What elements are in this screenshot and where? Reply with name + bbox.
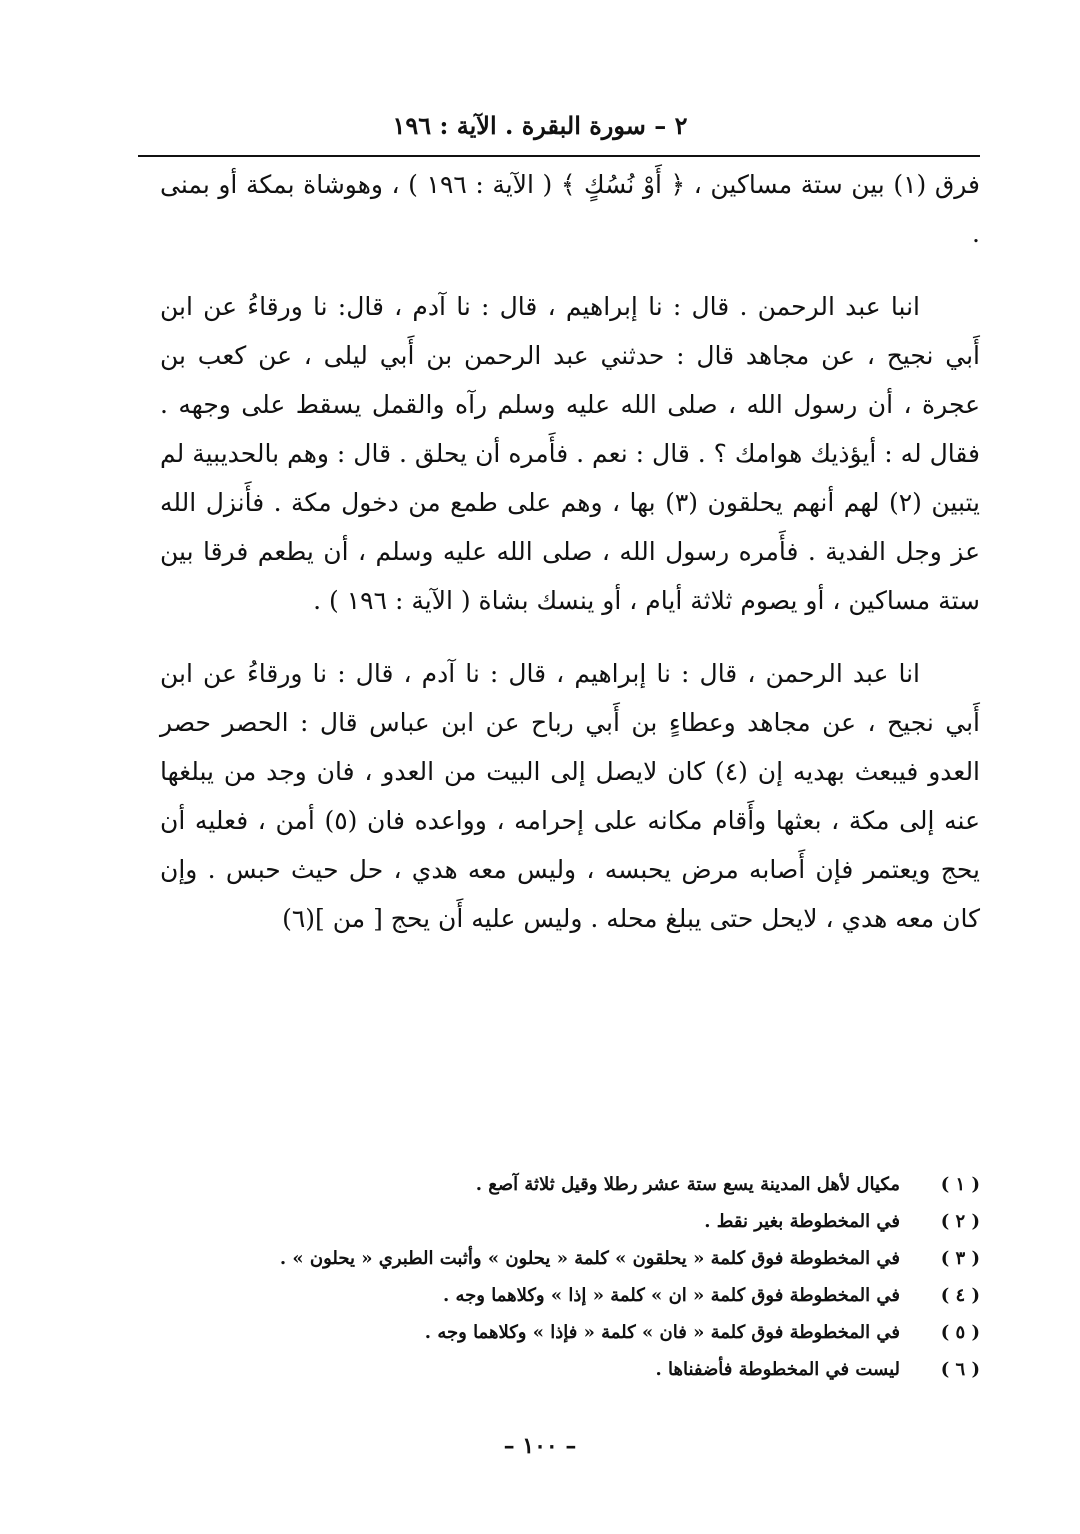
footnote-number: ( ٤ ) [940,1285,980,1306]
running-header: ٢ – سورة البقرة . الآية : ١٩٦ [392,111,688,140]
header-rule [138,155,980,157]
footnote-number: ( ١ ) [940,1174,980,1195]
page-number: – ١٠٠ – [503,1433,577,1459]
paragraph-2: انبا عبد الرحمن . قال : نا إبراهيم ، قال : نا آدم ، قال: نا ورقاءُ عن ابن أَبي نجيح ، عن مجاهد قال : حدثني عبد الرحمن بن أَبي ليلى ، عن كعب بن عجرة ، أن رسول الله ، صلى الله عليه وسلم رآه والقمل يسقط على وجهه . فقال له : أيؤذيك هوامك ؟ . قال : نعم . فأَمره أن يحلق . قال : وهم بالحديبية لم يتبين (٢) لهم أنهم يحلقون (٣) بها ، وهم على طمع من دخول مكة . فأَنزل الله عز وجل الفدية . فأَمره رسول الله ، صلى الله عليه وسلم ، أن يطعم فرقا بين ستة مساكين ، أو يصوم ثلاثة أيام ، أو ينسك بشاة ( الآية : ١٩٦ ) . [160,292,980,615]
footnote-2 [160,1203,980,1240]
footnote-6 [160,1351,980,1388]
footnote-4 [160,1277,980,1314]
footnote-text: مكيال لأهل المدينة يسع ستة عشر رطلا وقيل ثلاثة آصع . [475,1174,900,1195]
footnote-5 [160,1314,980,1351]
footnotes [160,1166,980,1388]
footnote-3 [160,1240,980,1277]
body-text [160,160,980,967]
footnote-text: في المخطوطة فوق كلمة « يحلقون » كلمة « يحلون » وأثبت الطبري « يحلون » . [279,1248,900,1269]
footnote-number: ( ٥ ) [940,1322,980,1343]
footnote-1 [160,1166,980,1203]
footnote-text: في المخطوطة بغير نقط . [704,1211,900,1232]
footnote-number: ( ٣ ) [940,1248,980,1269]
footnote-text: ليست في المخطوطة فأضفناها . [655,1359,900,1380]
footnote-number: ( ٢ ) [940,1211,980,1232]
footnote-text: في المخطوطة فوق كلمة « ان » كلمة « إذا » وكلاهما وجه . [442,1285,900,1306]
paragraph-3: انا عبد الرحمن ، قال : نا إبراهيم ، قال : نا آدم ، قال : نا ورقاءُ عن ابن أَبي نجيح ، عن مجاهد وعطاءٍ بن أَبي رباح عن ابن عباس قال : الحصر حصر العدو فيبعث بهديه إن (٤) كان لايصل إلى البيت من العدو ، فان وجد من يبلغها عنه إلى مكة ، بعثها وأَقام مكانه على إحرامه ، وواعده فان (٥) أمن ، فعليه أن يحج ويعتمر فإن أَصابه مرض يحبسه ، وليس معه هدي ، حل حيث حبس . وإن كان معه هدي ، لايحل حتى يبلغ محله . وليس عليه أَن يحج [ من ](٦) [160,659,981,933]
footnote-text: في المخطوطة فوق كلمة « فان » كلمة « فإذا » وكلاهما وجه . [424,1322,900,1343]
footnote-number: ( ٦ ) [940,1359,980,1380]
paragraph-1: فرق (١) بين ستة مساكين ، ﴿ أَوْ نُسُكٍ ﴾ ( الآية : ١٩٦ ) ، وهوشاة بمكة أو بمنى . [160,170,980,248]
